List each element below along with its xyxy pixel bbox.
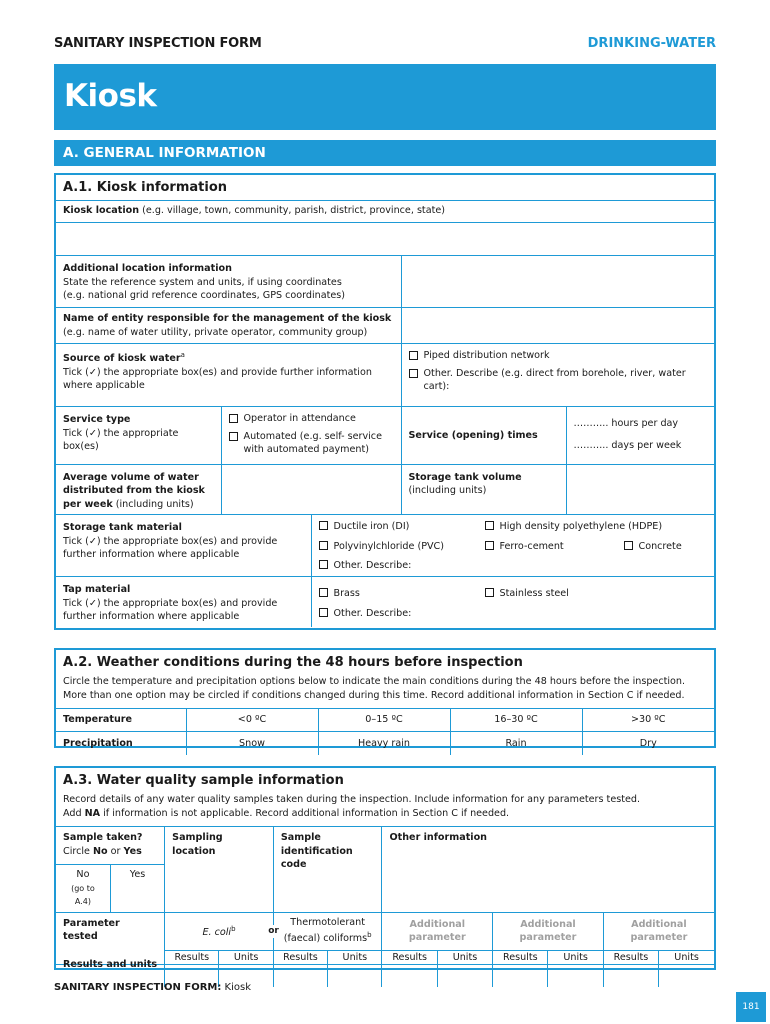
entity-field[interactable] (401, 308, 714, 344)
a3-title: A.3. Water quality sample information (63, 773, 344, 788)
temp-option[interactable]: <0 ºC (186, 709, 318, 732)
results-col: Results (493, 950, 548, 965)
other-source-checkbox[interactable] (409, 369, 418, 378)
unit-field[interactable] (659, 965, 714, 987)
units-col: Units (219, 950, 273, 965)
form-category: DRINKING-WATER (587, 35, 716, 51)
kiosk-location-label: Kiosk location (e.g. village, town, community, parish, district, province, state) (56, 201, 714, 223)
no-option[interactable]: No (go to A.4) (56, 865, 110, 913)
additional-param-3[interactable]: Additional parameter (603, 912, 714, 950)
result-field[interactable] (603, 965, 658, 987)
unit-field[interactable] (328, 965, 382, 987)
units-col: Units (659, 950, 714, 965)
kiosk-information-panel (54, 173, 716, 630)
additional-location-label: Additional location information State the reference system and units, if using coordinates (e.g. national grid reference coordinates, GPS coordinates) (56, 256, 401, 308)
brass-checkbox[interactable] (319, 588, 328, 597)
additional-param-1[interactable]: Additional parameter (382, 912, 493, 950)
source-options: Piped distribution network Other. Describe (e.g. direct from borehole, river, water cart): (401, 344, 714, 407)
piped-network-checkbox[interactable] (409, 351, 418, 360)
temp-option[interactable]: 0–15 ºC (318, 709, 450, 732)
water-quality-sample-panel (54, 766, 716, 970)
other-info-label: Other information (382, 827, 714, 913)
sample-id-label: Sample identification code (273, 827, 382, 913)
storage-volume-field[interactable] (566, 464, 714, 515)
operator-checkbox[interactable] (229, 414, 238, 423)
results-col: Results (603, 950, 658, 965)
service-type-label: Service type Tick (✓) the appropriate box(es) (56, 407, 221, 465)
results-col: Results (273, 950, 327, 965)
result-field[interactable] (493, 965, 548, 987)
unit-field[interactable] (548, 965, 603, 987)
other-tank-checkbox[interactable] (319, 560, 328, 569)
a1-title: A.1. Kiosk information (56, 175, 714, 201)
service-times-field[interactable]: ……….. hours per day ……….. days per week (566, 407, 714, 465)
page-title: Kiosk (54, 64, 716, 130)
yes-option[interactable]: Yes (110, 865, 164, 913)
a2-description: Circle the temperature and precipitation options below to indicate the main conditions during the 48 hours before the inspection. More than one option may be circled if conditions changed during this time. Record additional information in Section C if needed. (63, 676, 686, 701)
weather-conditions-panel (54, 648, 716, 748)
sampling-location-label: Sampling location (165, 827, 274, 913)
page-header (54, 34, 716, 52)
tank-material-label: Storage tank material Tick (✓) the appropriate box(es) and provide further information where applicable (56, 515, 311, 577)
precip-option[interactable]: Heavy rain (318, 732, 450, 755)
pvc-checkbox[interactable] (319, 541, 328, 550)
other-tap-checkbox[interactable] (319, 608, 328, 617)
hdpe-checkbox[interactable] (485, 521, 494, 530)
temp-option[interactable]: >30 ºC (582, 709, 714, 732)
a2-title: A.2. Weather conditions during the 48 hours before inspection (63, 655, 523, 670)
entity-label: Name of entity responsible for the management of the kiosk (e.g. name of water utility, private operator, community group) (56, 308, 401, 344)
section-a-heading: A. GENERAL INFORMATION (54, 140, 716, 166)
result-field[interactable] (273, 965, 327, 987)
temp-option[interactable]: 16–30 ºC (450, 709, 582, 732)
units-col: Units (437, 950, 492, 965)
a3-description: Record details of any water quality samples taken during the inspection. Include information for any parameters tested. Add NA if information is not applicable. Record additional information in Section C if needed. (63, 794, 641, 819)
service-type-options: Operator in attendance Automated (e.g. self- service with automated payment) (221, 407, 401, 465)
service-times-label: Service (opening) times (401, 407, 566, 465)
additional-location-field[interactable] (401, 256, 714, 308)
form-title: SANITARY INSPECTION FORM (54, 35, 262, 51)
sample-taken-label: Sample taken? Circle No or Yes (56, 827, 165, 865)
avg-volume-label: Average volume of water distributed from the kiosk per week (including units) (56, 464, 221, 515)
thermotolerant-param: Thermotolerant (faecal) coliforms$^b$ (273, 912, 382, 950)
storage-volume-label: Storage tank volume (including units) (401, 464, 566, 515)
precipitation-label: Precipitation (56, 732, 186, 755)
parameter-tested-label: Parameter tested Results and units (56, 912, 165, 965)
page-number: 181 (736, 992, 766, 1022)
automated-checkbox[interactable] (229, 432, 238, 441)
units-col: Units (328, 950, 382, 965)
ecoli-param: E. coli$^b$ or (165, 912, 274, 950)
avg-volume-field[interactable] (221, 464, 401, 515)
stainless-steel-checkbox[interactable] (485, 588, 494, 597)
precip-option[interactable]: Snow (186, 732, 318, 755)
concrete-checkbox[interactable] (624, 541, 633, 550)
precip-option[interactable]: Dry (582, 732, 714, 755)
tank-material-options: Ductile iron (DI) High density polyethylene (HDPE) Polyvinylchloride (PVC) Ferro-cement Concrete Other. Describe: (311, 515, 714, 577)
kiosk-location-field[interactable] (56, 223, 714, 256)
results-col: Results (382, 950, 437, 965)
unit-field[interactable] (437, 965, 492, 987)
result-field[interactable] (382, 965, 437, 987)
additional-param-2[interactable]: Additional parameter (493, 912, 604, 950)
tap-material-label: Tap material Tick (✓) the appropriate box(es) and provide further information where applicable (56, 577, 311, 627)
results-units-label: Results and units (63, 958, 158, 970)
units-col: Units (548, 950, 603, 965)
page-footer: SANITARY INSPECTION FORM: Kiosk (54, 982, 251, 993)
ductile-iron-checkbox[interactable] (319, 521, 328, 530)
results-col: Results (165, 950, 219, 965)
ferro-cement-checkbox[interactable] (485, 541, 494, 550)
tap-material-options: Brass Stainless steel Other. Describe: (311, 577, 714, 627)
precip-option[interactable]: Rain (450, 732, 582, 755)
temperature-label: Temperature (56, 709, 186, 732)
source-label: Source of kiosk water$^a$ Tick (✓) the appropriate box(es) and provide further information where applicable (56, 344, 401, 407)
